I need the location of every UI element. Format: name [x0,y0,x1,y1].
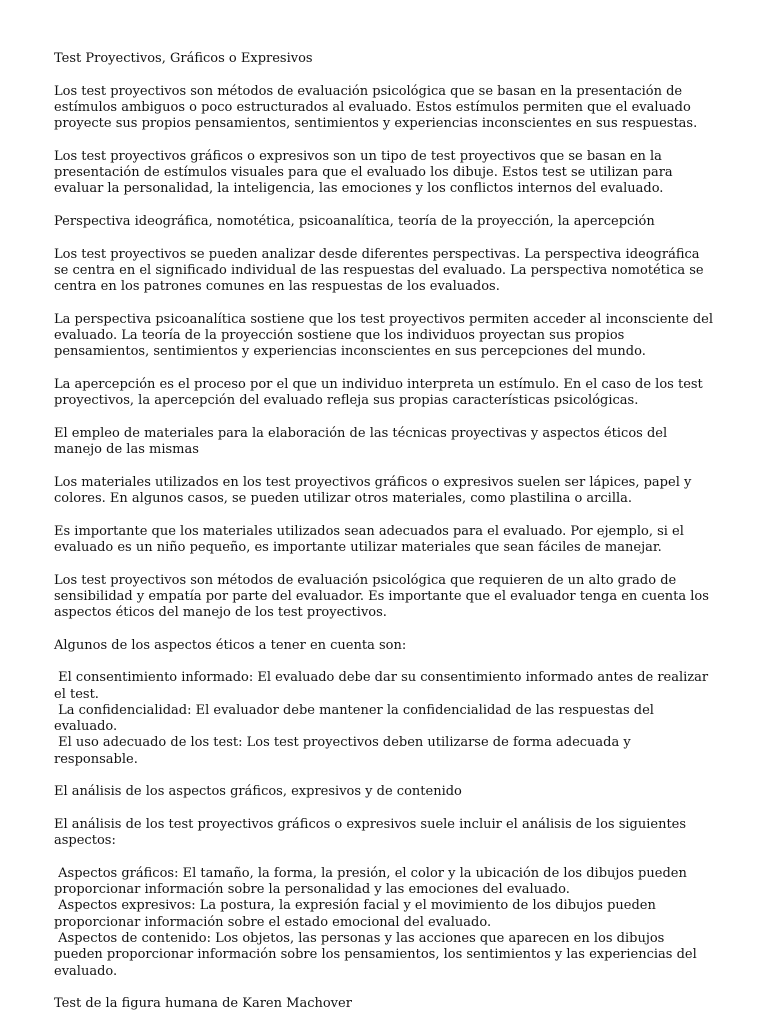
aspect-item-expressive: Aspectos expresivos: La postura, la expresión facial y el movimiento de los dibujos pueden proporcionar información sobre el estado emocional del evaluado. [54,898,656,930]
ethics-item-confidentiality: La confidencialidad: El evaluador debe mantener la confidencialidad de las respuestas del evaluado. [54,702,654,735]
aspect-item-content: Aspectos de contenido: Los objetos, las personas y las acciones que aparecen en los dibujos pueden proporcionar información sobre los pensamientos, los sentimientos y las experiencias del evaluado. [54,931,697,979]
list-item [54,866,716,899]
heading-analysis: El análisis de los aspectos gráficos, expresivos y de contenido [54,784,462,800]
paragraph-materials-adequacy: Es importante que los materiales utilizados sean adecuados para el evaluado. Por ejemplo, si el evaluado es un niño pequeño, es importante utilizar materiales que sean fáciles de manejar. [54,523,684,555]
list-item [54,703,716,736]
paragraph-analysis: El análisis de los test proyectivos gráficos o expresivos suele incluir el análisis de los siguientes aspectos: [54,816,687,849]
document-title: Test Proyectivos, Gráficos o Expresivos [54,51,313,66]
document-page [54,51,716,1029]
paragraph-intro: Los test proyectivos son métodos de evaluación psicológica que se basan en la presentación de estímulos ambiguos o poco estructurados al evaluado. Estos estímulos permiten que el evaluado proyecte sus propios pensamientos, sentimientos y experiencias inconscientes en sus respuestas. [54,83,698,132]
aspect-item-graphic: Aspectos gráficos: El tamaño, la forma, la presión, el color y la ubicación de los dibujos pueden proporcionar información sobre la personalidad y las emociones del evaluado. [54,865,687,898]
paragraph-ethics-lead: Algunos de los aspectos éticos a tener en cuenta son: [54,637,407,653]
list-item [54,931,716,980]
ethics-item-proper-use: El uso adecuado de los test: Los test proyectivos deben utilizarse de forma adecuada y responsable. [54,735,631,767]
paragraph-materials: Los materiales utilizados en los test proyectivos gráficos o expresivos suelen ser lápices, papel y colores. En algunos casos, se pueden utilizar otros materiales, como plastilina o arcilla. [54,474,692,507]
heading-perspectives: Perspectiva ideográfica, nomotética, psicoanalítica, teoría de la proyección, la apercepción [54,213,655,229]
paragraph-apperception: La apercepción es el proceso por el que un individuo interpreta un estímulo. En el caso de los test proyectivos, la apercepción del evaluado refleja sus propias características psicológicas. [54,376,703,409]
heading-materials: El empleo de materiales para la elaboración de las técnicas proyectivas y aspectos éticos del manejo de las mismas [54,425,668,458]
aspects-list [54,866,716,980]
paragraph-ethics-intro: Los test proyectivos son métodos de evaluación psicológica que requieren de un alto grado de sensibilidad y empatía por parte del evaluador. Es importante que el evaluador tenga en cuenta los aspectos éticos del manejo de los test proyectivos. [54,572,709,621]
paragraph-graphic-tests: Los test proyectivos gráficos o expresivos son un tipo de test proyectivos que se basan en la presentación de estímulos visuales para que el evaluado los dibuje. Estos test se utilizan para evaluar la personalidad, la inteligencia, las emociones y los conflictos internos del evaluado. [54,148,673,197]
list-item [54,670,716,703]
list-item [54,735,716,768]
ethics-item-consent: El consentimiento informado: El evaluado debe dar su consentimiento informado antes de realizar el test. [54,670,709,702]
ethics-list [54,670,716,768]
paragraph-psychoanalytic: La perspectiva psicoanalítica sostiene que los test proyectivos permiten acceder al inconsciente del evaluado. La teoría de la proyección sostiene que los individuos proyectan sus propios pensamientos, sentimientos y experiencias inconscientes en sus percepciones del mundo. [54,311,714,360]
heading-machover: Test de la figura humana de Karen Machover [54,996,352,1012]
paragraph-perspectives: Los test proyectivos se pueden analizar desde diferentes perspectivas. La perspectiva ideográfica se centra en el significado individual de las respuestas del evaluado. La perspectiva nomotética se centra en los patrones comunes en las respuestas de los evaluados. [54,246,704,295]
list-item [54,898,716,931]
